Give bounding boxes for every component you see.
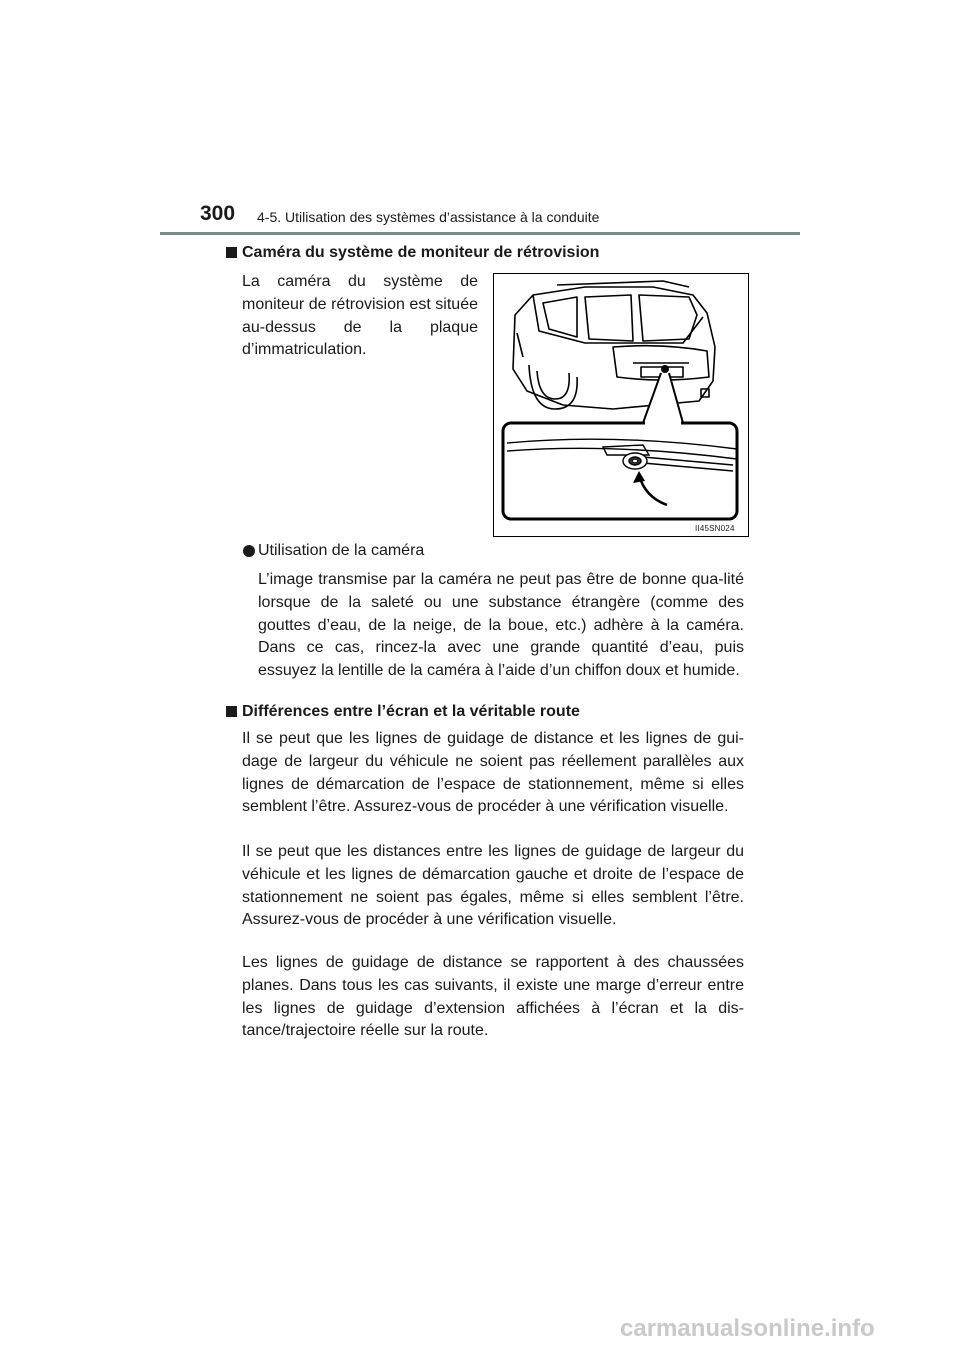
section1-heading: Caméra du système de moniteur de rétrovision bbox=[242, 244, 600, 261]
section1-intro: La caméra du système de moniteur de rétrovision est située au-dessus de la plaque d’immatriculation. bbox=[242, 273, 478, 359]
bullet-dot bbox=[243, 545, 255, 557]
bullet-title: Utilisation de la caméra bbox=[258, 542, 425, 559]
section2-paragraph: Il se peut que les distances entre les lignes de guidage de largeur du véhicule et les lignes de démarcation gauche et droite de l’espace de stationnement ne soient pas égales, même si elles semblent l’être. Assurez-vous de procéder à une vérification visuelle. bbox=[242, 843, 744, 929]
watermark-text: carmanualsonline.info bbox=[620, 1315, 875, 1342]
header-rule bbox=[160, 232, 800, 235]
heading-square-marker bbox=[226, 247, 237, 258]
figure-code: II45SN024 bbox=[695, 524, 735, 533]
bullet-text: L’image transmise par la caméra ne peut pas être de bonne qua-lité lorsque de la saleté ou une substance étrangère (comme des gouttes d’eau, de la neige, de la boue, etc.) adhère à la caméra. Dans ce cas, rincez-la avec une grande quantité d’eau, puis essuyez la lentille de la caméra à l’aide d’un chiffon doux et humide. bbox=[258, 571, 744, 680]
section2-heading: Différences entre l’écran et la véritable route bbox=[242, 703, 580, 720]
section-title: 4-5. Utilisation des systèmes d’assistance à la conduite bbox=[257, 209, 600, 225]
section2-paragraph: Les lignes de guidage de distance se rapportent à des chaussées planes. Dans tous les cas suivants, il existe une marge d’erreur entre les lignes de guidage d’extension affichées à l’écran et la dis-tance/trajectoire réelle sur la route. bbox=[242, 954, 744, 1040]
page-number: 300 bbox=[200, 202, 236, 225]
heading-square-marker bbox=[226, 706, 237, 717]
section2-paragraph: Il se peut que les lignes de guidage de distance et les lignes de gui-dage de largeur du véhicule ne soient pas réellement parallèles aux lignes de démarcation de l’espace de stationnement, même si elles semblent l’être. Assurez-vous de procéder à une vérification visuelle. bbox=[242, 730, 744, 816]
camera-illustration bbox=[493, 273, 749, 537]
